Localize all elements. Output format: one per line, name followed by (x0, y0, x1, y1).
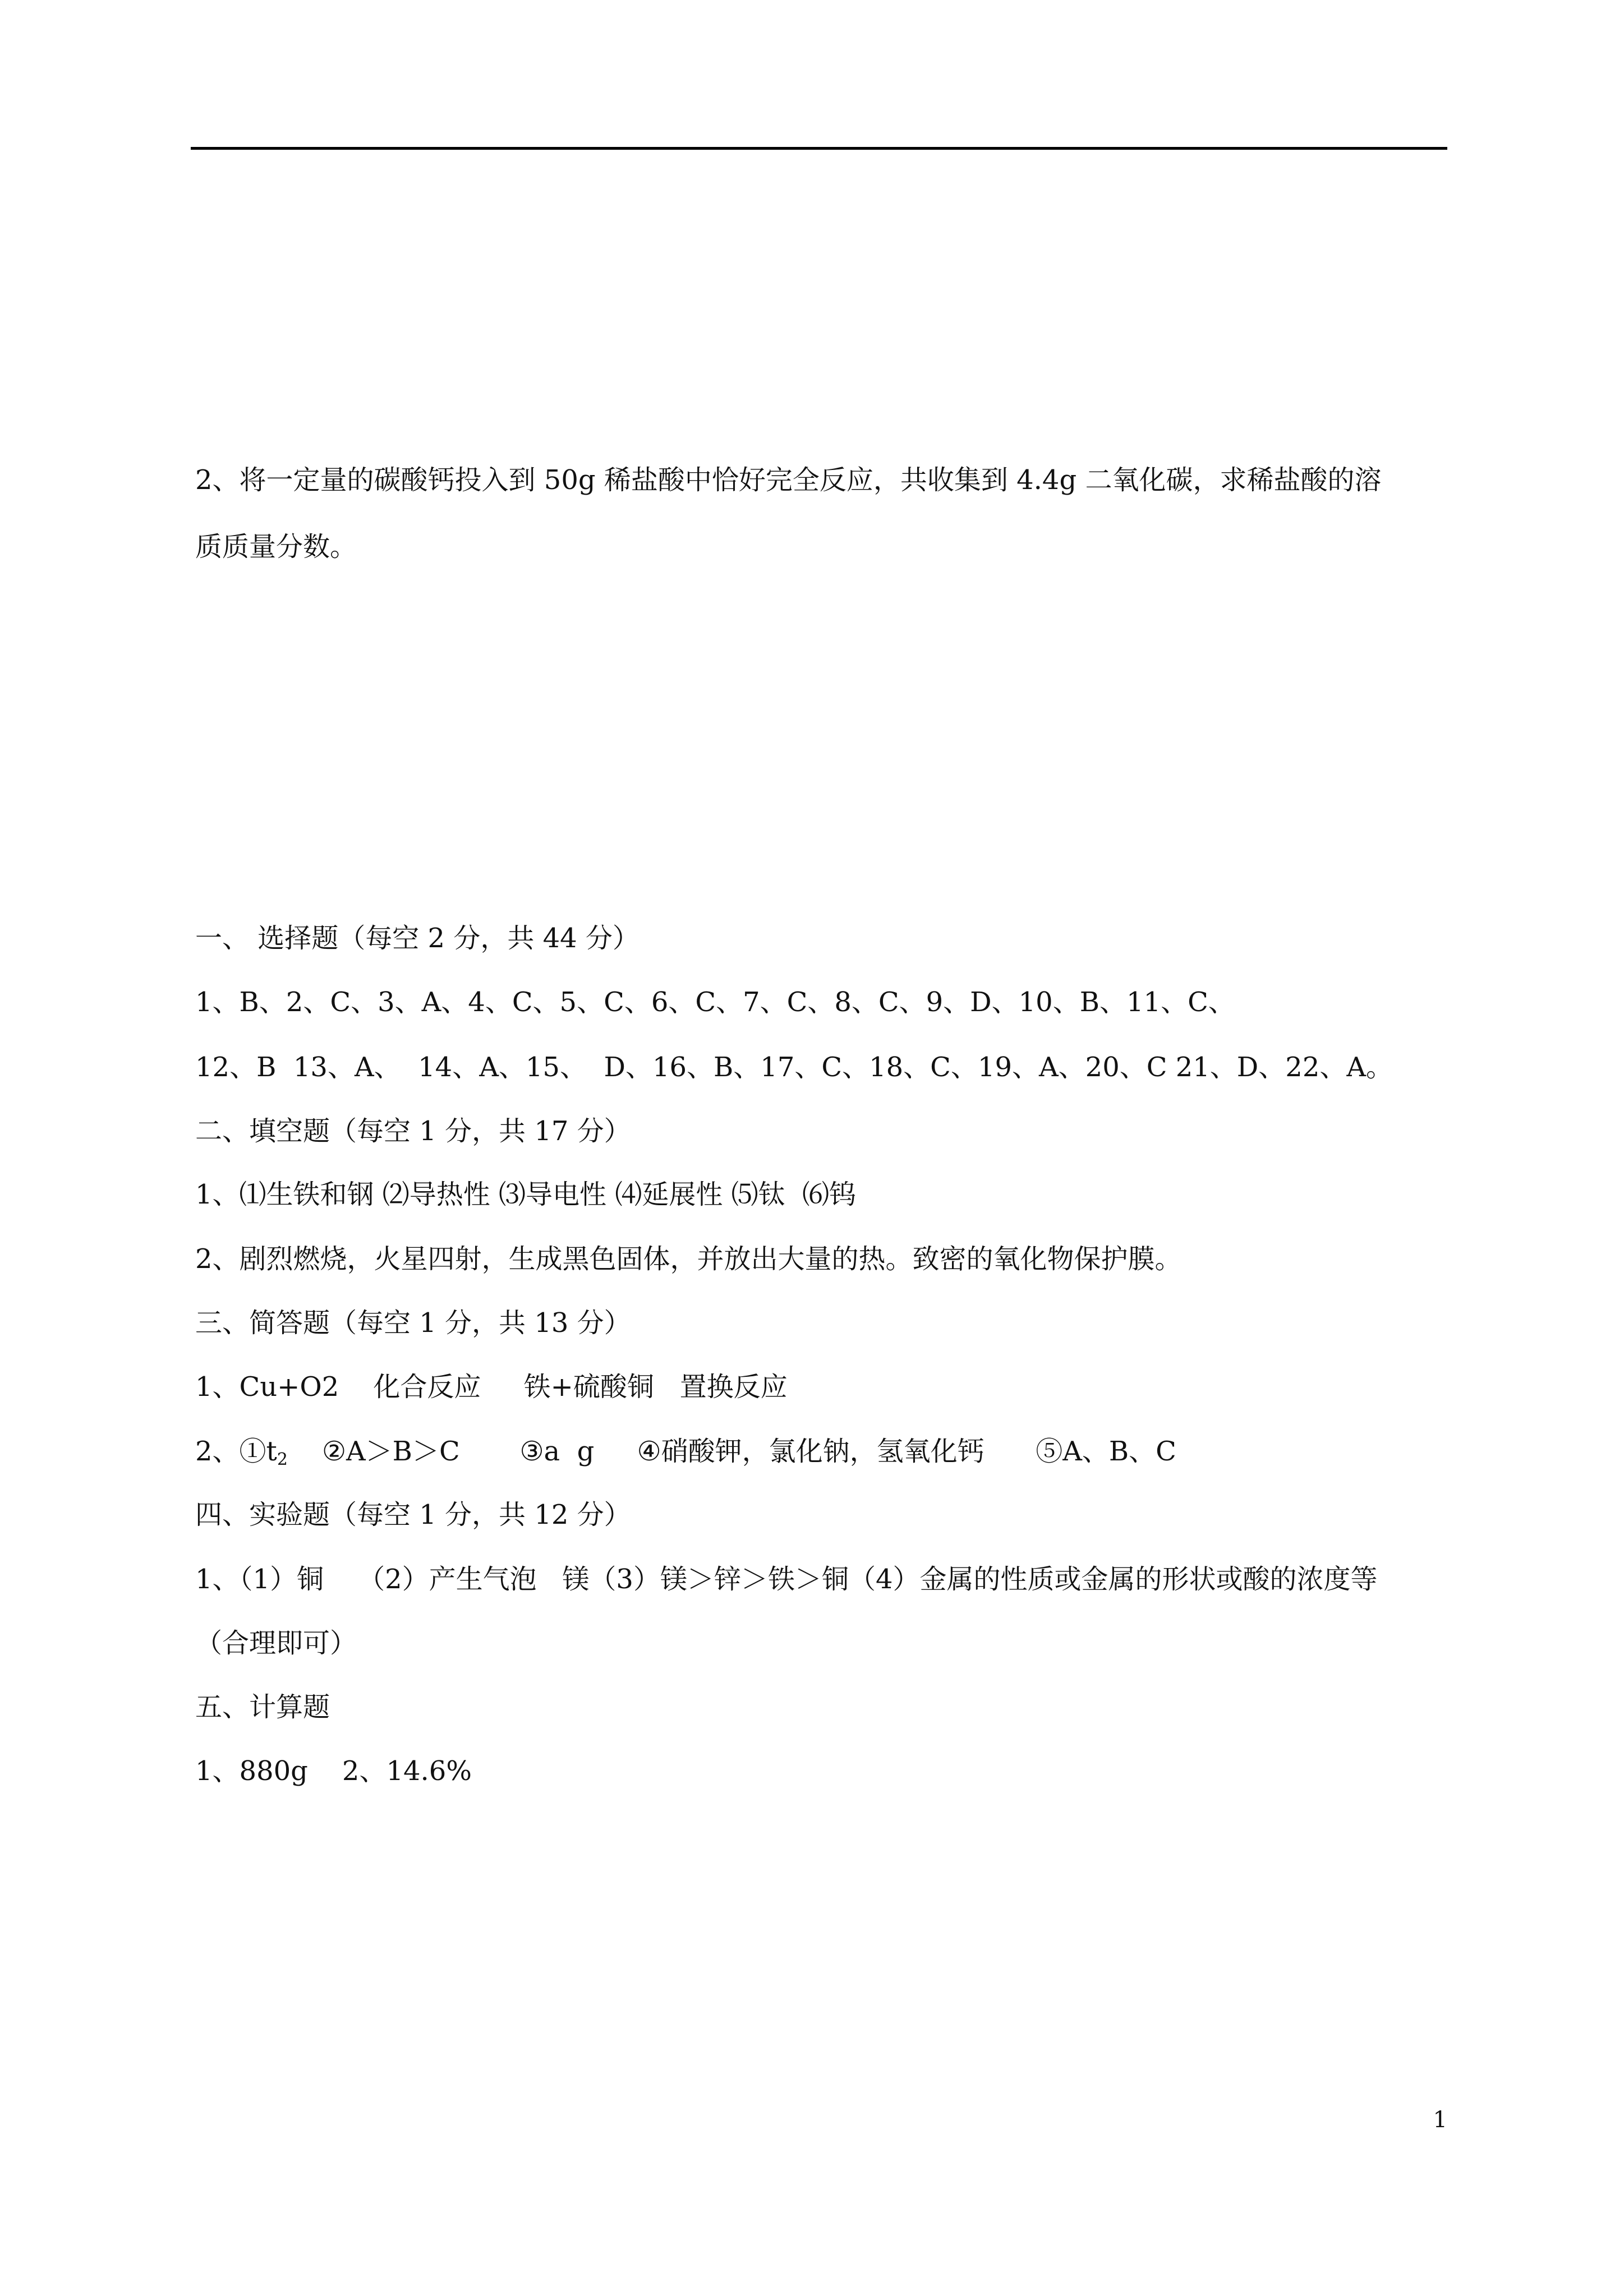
section-5-heading: 五、计算题 (195, 1691, 330, 1723)
section-2-answers-line-2: 2、剧烈燃烧，火星四射，生成黑色固体，并放出大量的热。致密的氧化物保护膜。 (195, 1243, 1182, 1275)
section-3-line-2-prefix: 2、①t (195, 1436, 277, 1467)
section-3-line-2-rest: ②A＞B＞C ③a g ④硝酸钾，氯化钠，氢氧化钙 ⑤A、B、C (287, 1436, 1176, 1467)
section-2-heading: 二、填空题（每空 1 分，共 17 分） (195, 1115, 631, 1147)
section-1-answers-line-2: 12、B 13、A、 14、A、15、 D、16、B、17、C、18、C、19、A、20、C 21、D、22、A。 (195, 1052, 1393, 1083)
section-3-answers-line-2 (195, 1435, 1176, 1477)
section-4-answers-line-2: （合理即可） (195, 1628, 357, 1659)
section-5-answers-line-1: 1、880g 2、14.6% (195, 1755, 472, 1787)
section-3-answers-line-1: 1、Cu+O2 化合反应 铁+硫酸铜 置换反应 (195, 1371, 788, 1403)
section-4-heading: 四、实验题（每空 1 分，共 12 分） (195, 1499, 631, 1530)
question-2-line-2: 质质量分数。 (195, 531, 357, 563)
page-number: 1 (1433, 2107, 1447, 2133)
section-3-heading: 三、简答题（每空 1 分，共 13 分） (195, 1307, 631, 1339)
subscript-2: 2 (277, 1450, 288, 1469)
section-2-answers-line-1: 1、⑴生铁和钢 ⑵导热性 ⑶导电性 ⑷延展性 ⑸钛 ⑹钨 (195, 1179, 857, 1210)
section-1-heading: 一、 选择题（每空 2 分，共 44 分） (195, 923, 640, 954)
header-rule (191, 147, 1447, 150)
section-4-answers-line-1: 1、（1）铜 （2）产生气泡 镁（3）镁＞锌＞铁＞铜（4）金属的性质或金属的形状或酸的浓度等 (195, 1564, 1378, 1595)
question-2-line-1: 2、将一定量的碳酸钙投入到 50g 稀盐酸中恰好完全反应，共收集到 4.4g 二氧化碳，求稀盐酸的溶 (195, 464, 1382, 496)
section-1-answers-line-1: 1、B、2、C、3、A、4、C、5、C、6、C、7、C、8、C、9、D、10、B、11、C、 (195, 986, 1235, 1018)
